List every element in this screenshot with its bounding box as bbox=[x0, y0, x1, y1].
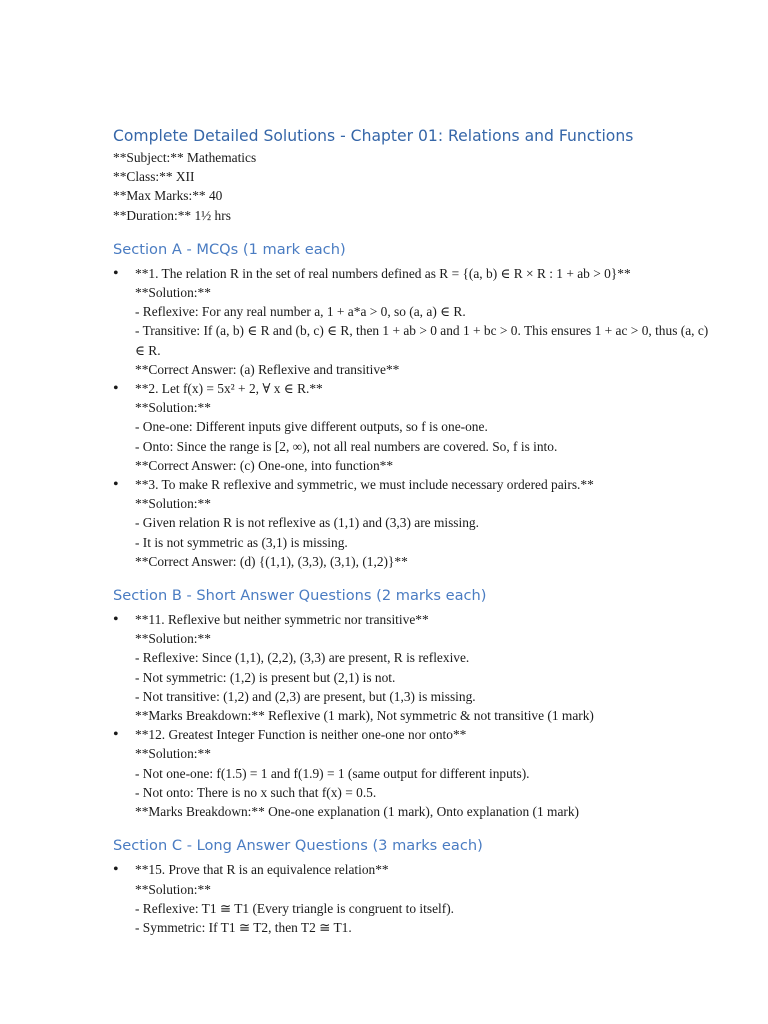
bullet-icon: • bbox=[113, 611, 119, 629]
meta-class: **Class:** XII bbox=[113, 169, 195, 185]
solution-label: **Solution:** bbox=[135, 496, 211, 512]
meta-block bbox=[113, 148, 713, 225]
bullet-icon: • bbox=[113, 264, 119, 282]
bullet-icon: • bbox=[113, 726, 119, 744]
list-item bbox=[113, 379, 713, 475]
solution-line: - Symmetric: If T1 ≅ T2, then T2 ≅ T1. bbox=[135, 919, 352, 935]
list-item bbox=[113, 610, 713, 725]
bullet-icon: • bbox=[113, 476, 119, 494]
section-c-list bbox=[113, 860, 713, 937]
bullet-icon: • bbox=[113, 861, 119, 879]
question-text: **11. Reflexive but neither symmetric nor transitive** bbox=[135, 612, 429, 628]
section-b-heading: Section B - Short Answer Questions (2 marks each) bbox=[113, 587, 487, 605]
bullet-icon: • bbox=[113, 380, 119, 398]
meta-max-marks: **Max Marks:** 40 bbox=[113, 188, 223, 204]
solution-line: - Not transitive: (1,2) and (2,3) are present, but (1,3) is missing. bbox=[135, 688, 476, 704]
list-item bbox=[113, 264, 713, 379]
solution-line: - Transitive: If (a, b) ∈ R and (b, c) ∈ R, then 1 + ab > 0 and 1 + bc > 0. This ensures 1 + ac > 0, thus (a, c) ∈ R. bbox=[135, 323, 709, 358]
solution-line: - Not symmetric: (1,2) is present but (2,1) is not. bbox=[135, 669, 396, 685]
solution-line: - Onto: Since the range is [2, ∞), not all real numbers are covered. So, f is into. bbox=[135, 438, 558, 454]
answer-line: **Correct Answer: (c) One-one, into function** bbox=[135, 457, 394, 473]
solution-line: - Given relation R is not reflexive as (1,1) and (3,3) are missing. bbox=[135, 515, 479, 531]
section-a-list bbox=[113, 264, 713, 571]
section-b-list bbox=[113, 610, 713, 821]
solution-line: - Reflexive: Since (1,1), (2,2), (3,3) are present, R is reflexive. bbox=[135, 650, 470, 666]
meta-duration: **Duration:** 1½ hrs bbox=[113, 207, 231, 223]
solution-label: **Solution:** bbox=[135, 631, 211, 647]
list-item bbox=[113, 725, 713, 821]
solution-label: **Solution:** bbox=[135, 285, 211, 301]
list-item bbox=[113, 475, 713, 571]
solution-label: **Solution:** bbox=[135, 400, 211, 416]
document-content bbox=[113, 124, 713, 937]
page-title: Complete Detailed Solutions - Chapter 01: Relations and Functions bbox=[113, 127, 634, 145]
question-text: **2. Let f(x) = 5x² + 2, ∀ x ∈ R.** bbox=[135, 381, 323, 397]
question-text: **1. The relation R in the set of real numbers defined as R = {(a, b) ∈ R × R : 1 + ab > 0}** bbox=[135, 265, 631, 281]
marks-line: **Marks Breakdown:** One-one explanation (1 mark), Onto explanation (1 mark) bbox=[135, 804, 579, 820]
solution-line: - One-one: Different inputs give different outputs, so f is one-one. bbox=[135, 419, 488, 435]
question-text: **15. Prove that R is an equivalence relation** bbox=[135, 862, 389, 878]
solution-line: - Reflexive: T1 ≅ T1 (Every triangle is congruent to itself). bbox=[135, 900, 454, 916]
solution-label: **Solution:** bbox=[135, 881, 211, 897]
solution-line: - Not one-one: f(1.5) = 1 and f(1.9) = 1 (same output for different inputs). bbox=[135, 765, 530, 781]
answer-line: **Correct Answer: (d) {(1,1), (3,3), (3,1), (1,2)}** bbox=[135, 553, 408, 569]
solution-line: - Reflexive: For any real number a, 1 + a*a > 0, so (a, a) ∈ R. bbox=[135, 304, 466, 320]
question-text: **12. Greatest Integer Function is neither one-one nor onto** bbox=[135, 727, 467, 743]
section-c-heading: Section C - Long Answer Questions (3 marks each) bbox=[113, 837, 483, 855]
solution-line: - Not onto: There is no x such that f(x) = 0.5. bbox=[135, 784, 377, 800]
marks-line: **Marks Breakdown:** Reflexive (1 mark), Not symmetric & not transitive (1 mark) bbox=[135, 708, 594, 724]
question-text: **3. To make R reflexive and symmetric, we must include necessary ordered pairs.** bbox=[135, 477, 594, 493]
meta-subject: **Subject:** Mathematics bbox=[113, 150, 257, 165]
solution-line: - It is not symmetric as (3,1) is missing. bbox=[135, 534, 348, 550]
answer-line: **Correct Answer: (a) Reflexive and transitive** bbox=[135, 361, 400, 377]
section-a-heading: Section A - MCQs (1 mark each) bbox=[113, 240, 346, 258]
list-item bbox=[113, 860, 713, 937]
solution-label: **Solution:** bbox=[135, 746, 211, 762]
